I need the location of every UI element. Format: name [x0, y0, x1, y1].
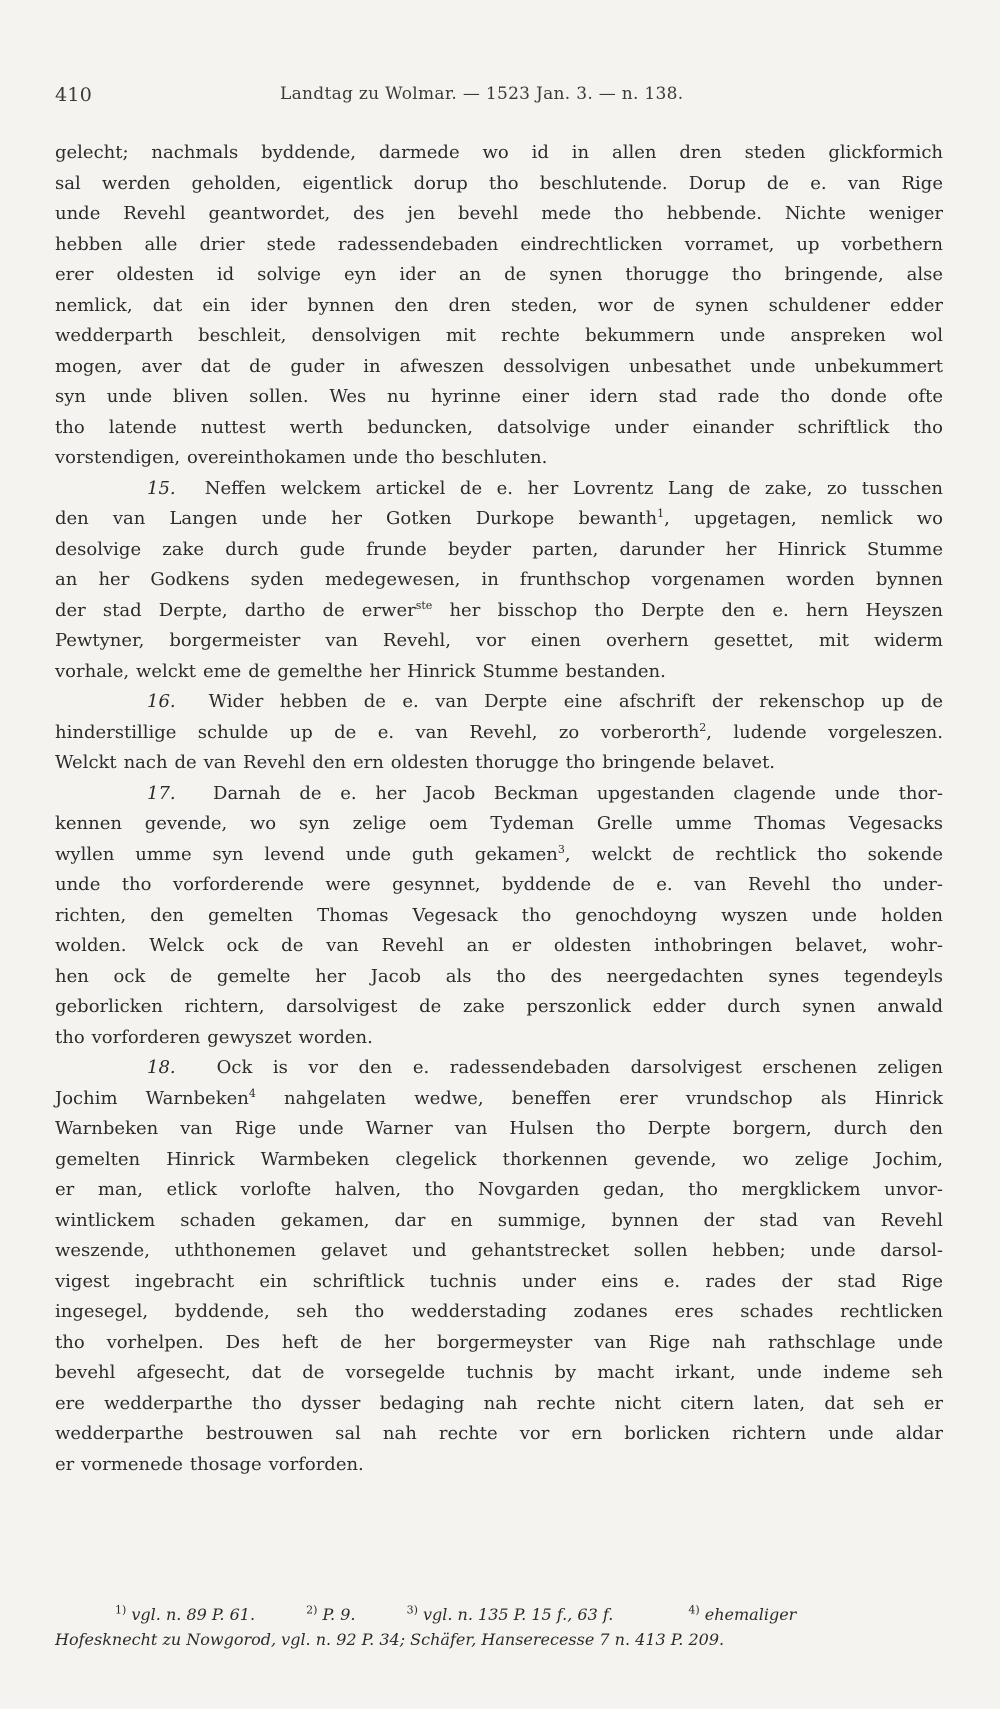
- text-line: [55, 504, 943, 535]
- section-number: 15.: [147, 477, 176, 499]
- text-line: wedderparthe bestrouwen sal nah rechte vor ern borlicken richtern unde aldar: [55, 1423, 943, 1444]
- text-line: vorhale, welckt eme de gemelthe her Hinrick Stumme bestanden.: [55, 660, 666, 682]
- section-number: 18.: [147, 1057, 176, 1078]
- body-text: [55, 138, 943, 1480]
- text-line: [55, 840, 943, 871]
- text-line: geborlicken richtern, darsolvigest de zake perszonlick edder durch synen anwald: [55, 996, 943, 1017]
- text-line: tho vorhelpen. Des heft de her borgermeyster van Rige nah rathschlage unde: [55, 1331, 943, 1353]
- text-line: hen ock de gemelte her Jacob als tho des neergedachten synes tegendeyls: [55, 965, 943, 987]
- text-fragment: , ludende vorgeleszen.: [706, 721, 943, 743]
- text-fragment: , welckt de rechtlick tho sokende: [564, 843, 943, 865]
- page-number: 410: [55, 84, 93, 106]
- paragraph-intro: [55, 138, 943, 474]
- text-fragment: hinderstillige schulde up de e. van Revehl, zo vorberorth: [55, 721, 700, 743]
- text-line: gelecht; nachmals byddende, darmede wo id in allen dren steden glickformich: [55, 142, 943, 163]
- text-line: bevehl afgesecht, dat de vorsegelde tuchnis by macht irkant, unde indeme seh: [55, 1362, 943, 1383]
- footnote-3: vgl. n. 135 P. 15 f., 63 f.: [422, 1605, 614, 1624]
- footnote-label: 4): [688, 1603, 700, 1617]
- paragraph-15: [55, 474, 943, 688]
- text-line: Welckt nach de van Revehl den ern oldesten thorugge tho bringende belavet.: [55, 752, 776, 773]
- text-line: wedderparth beschleit, densolvigen mit rechte bekummern unde anspreken wol: [55, 325, 943, 346]
- text-fragment: den van Langen unde her Gotken Durkope bewanth: [55, 508, 658, 529]
- running-head: [55, 70, 943, 110]
- text-line: sal werden geholden, eigentlick dorup tho beschlutende. Dorup de e. van Rige: [55, 172, 943, 194]
- paragraph-18: [55, 1053, 943, 1480]
- footnote-ref: 3: [557, 842, 565, 856]
- footnotes: [55, 1602, 943, 1652]
- text-line: er man, etlick vorlofte halven, tho Novgarden gedan, tho mergklickem unvor-: [55, 1179, 943, 1200]
- text-line: vorstendigen, overeinthokamen unde tho beschluten.: [55, 447, 548, 468]
- text-line: kennen gevende, wo syn zelige oem Tydeman Grelle umme Thomas Vegesacks: [55, 813, 943, 834]
- text-line: mogen, aver dat de guder in afweszen dessolvigen unbesathet unde unbekummert: [55, 355, 943, 377]
- text-fragment: nahgelaten wedwe, beneffen erer vrundschop als Hinrick: [255, 1087, 943, 1109]
- text-line: desolvige zake durch gude frunde beyder parten, darunder her Hinrick Stumme: [55, 538, 943, 560]
- text-line: syn unde bliven sollen. Wes nu hyrinne einer idern stad rade tho donde ofte: [55, 386, 943, 407]
- text-line: erer oldesten id solvige eyn ider an de synen thorugge tho bringende, alse: [55, 264, 943, 285]
- text-line: wintlickem schaden gekamen, dar en summige, bynnen der stad van Revehl: [55, 1209, 943, 1231]
- footnote-ref: 4: [248, 1086, 256, 1100]
- footnote-ref: 1: [657, 507, 665, 520]
- text-line: unde Revehl geantwordet, des jen bevehl mede tho hebbende. Nichte weniger: [55, 203, 943, 224]
- text-line: richten, den gemelten Thomas Vegesack tho genochdoyng wyszen unde holden: [55, 904, 943, 926]
- footnote-line: [55, 1602, 943, 1627]
- footnote-1: vgl. n. 89 P. 61.: [131, 1605, 256, 1624]
- text-fragment: Jochim Warnbeken: [55, 1087, 249, 1109]
- text-fragment: Wider hebben de e. van Derpte eine afschrift der rekenschop up de: [208, 691, 944, 712]
- text-line: unde tho vorforderende were gesynnet, byddende de e. van Revehl tho under-: [55, 874, 943, 895]
- footnote-label: 3): [406, 1603, 418, 1617]
- section-number: 16.: [147, 691, 176, 712]
- text-line: [55, 596, 943, 627]
- text-line: [55, 779, 943, 810]
- text-line: wolden. Welck ock de van Revehl an er oldesten inthobringen belavet, wohr-: [55, 935, 943, 956]
- text-fragment: wyllen umme syn levend unde guth gekamen: [55, 843, 558, 865]
- text-line: [55, 687, 943, 718]
- footnote-ref: 2: [699, 720, 707, 734]
- paragraph-16: [55, 687, 943, 779]
- text-line: an her Godkens syden medegewesen, in frunthschop vorgenamen worden bynnen: [55, 569, 943, 590]
- superscript: ste: [415, 598, 433, 612]
- text-fragment: , upgetagen, nemlick wo: [664, 508, 943, 529]
- text-line: ere wedderparthe tho dysser bedaging nah rechte nicht citern laten, dat seh er: [55, 1392, 943, 1414]
- text-line: vigest ingebracht ein schriftlick tuchnis under eins e. rades der stad Rige: [55, 1270, 943, 1292]
- text-line: gemelten Hinrick Warmbeken clegelick thorkennen gevende, wo zelige Jochim,: [55, 1148, 943, 1170]
- text-line: Pewtyner, borgermeister van Revehl, vor einen overhern gesettet, mit widerm: [55, 630, 943, 651]
- paragraph-17: [55, 779, 943, 1054]
- footnote-label: 1): [115, 1603, 127, 1617]
- text-line: nemlick, dat ein ider bynnen den dren steden, wor de synen schuldener edder: [55, 294, 943, 316]
- text-line: er vormenede thosage vorforden.: [55, 1453, 364, 1475]
- text-fragment: Neffen welckem artickel de e. her Lovrentz Lang de zake, zo tusschen: [204, 477, 944, 499]
- footnote-label: 2): [306, 1603, 318, 1617]
- text-line: tho latende nuttest werth beduncken, datsolvige under einander schriftlick tho: [55, 416, 943, 438]
- text-fragment: Darnah de e. her Jacob Beckman upgestanden clagende unde thor-: [213, 782, 943, 804]
- text-line: tho vorforderen gewyszet worden.: [55, 1026, 373, 1048]
- text-line: [55, 1053, 943, 1084]
- text-line: Warnbeken van Rige unde Warner van Hulsen tho Derpte borgern, durch den: [55, 1118, 943, 1139]
- text-line: [55, 718, 943, 749]
- text-fragment: her bisschop tho Derpte den e. hern Heyszen: [432, 599, 943, 621]
- text-line: [55, 1084, 943, 1115]
- footnote-2: P. 9.: [322, 1605, 356, 1624]
- text-line: [55, 474, 943, 505]
- text-line: ingesegel, byddende, seh tho wedderstading zodanes eres schades rechtlicken: [55, 1301, 943, 1322]
- running-title: Landtag zu Wolmar. — 1523 Jan. 3. — n. 138.: [280, 84, 684, 104]
- footnote-4: ehemaliger: [704, 1605, 797, 1624]
- page: [55, 70, 943, 1480]
- text-fragment: der stad Derpte, dartho de erwer: [55, 599, 416, 621]
- text-fragment: Ock is vor den e. radessendebaden darsolvigest erschenen zeligen: [216, 1057, 943, 1078]
- footnote-line: Hofesknecht zu Nowgorod, vgl. n. 92 P. 34; Schäfer, Hanserecesse 7 n. 413 P. 209.: [55, 1630, 725, 1649]
- section-number: 17.: [147, 782, 176, 804]
- text-line: weszende, uththonemen gelavet und gehantstrecket sollen hebben; unde darsol-: [55, 1240, 943, 1261]
- text-line: hebben alle drier stede radessendebaden eindrechtlicken vorramet, up vorbethern: [55, 233, 943, 255]
